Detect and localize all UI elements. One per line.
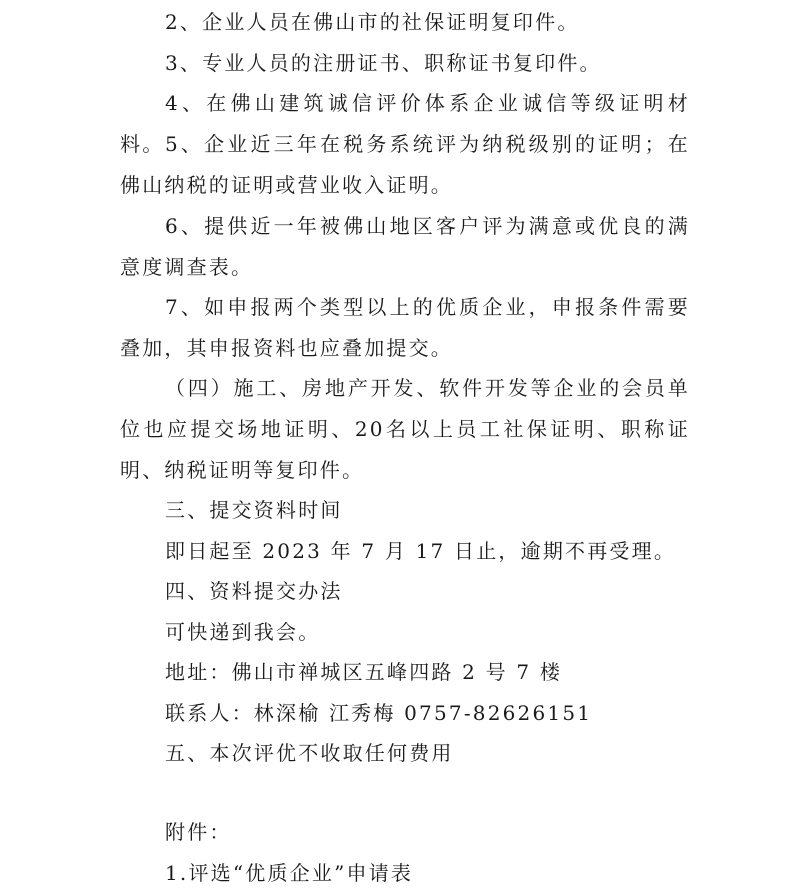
section-3-heading: 三、提交资料时间 — [165, 498, 343, 522]
paragraph-satisfaction-survey: 6、提供近一年被佛山地区客户评为满意或优良的满意度调查表。 — [120, 214, 690, 279]
section-4-heading: 四、资料提交办法 — [165, 579, 343, 603]
section-5-heading: 五、本次评优不收取任何费用 — [165, 741, 454, 765]
attachment-item-1: 1.评选“优质企业”申请表 — [165, 861, 414, 885]
paragraph-certificates: 3、专业人员的注册证书、职称证书复印件。 — [165, 51, 602, 75]
paragraph-social-security: 2、企业人员在佛山市的社保证明复印件。 — [165, 10, 580, 34]
submission-deadline: 即日起至 2023 年 7 月 17 日止，逾期不再受理。 — [165, 539, 677, 563]
paragraph-member-units: （四）施工、房地产开发、软件开发等企业的会员单位也应提交场地证明、20名以上员工社保证明、职称证明、纳税证明等复印件。 — [120, 376, 690, 482]
paragraph-credit-rating: 4、在佛山建筑诚信评价体系企业诚信等级证明材料。 — [120, 91, 690, 156]
attachments-label: 附件： — [165, 820, 232, 844]
paragraph-multiple-types: 7、如申报两个类型以上的优质企业，申报条件需要叠加，其申报资料也应叠加提交。 — [120, 295, 690, 360]
contact-line: 联系人：林深榆 江秀梅 0757-82626151 — [165, 701, 593, 725]
delivery-method: 可快递到我会。 — [165, 620, 321, 644]
address-line: 地址：佛山市禅城区五峰四路 2 号 7 楼 — [165, 660, 563, 684]
paragraph-tax-proof: 5、企业近三年在税务系统评为纳税级别的证明；在佛山纳税的证明或营业收入证明。 — [120, 132, 690, 197]
